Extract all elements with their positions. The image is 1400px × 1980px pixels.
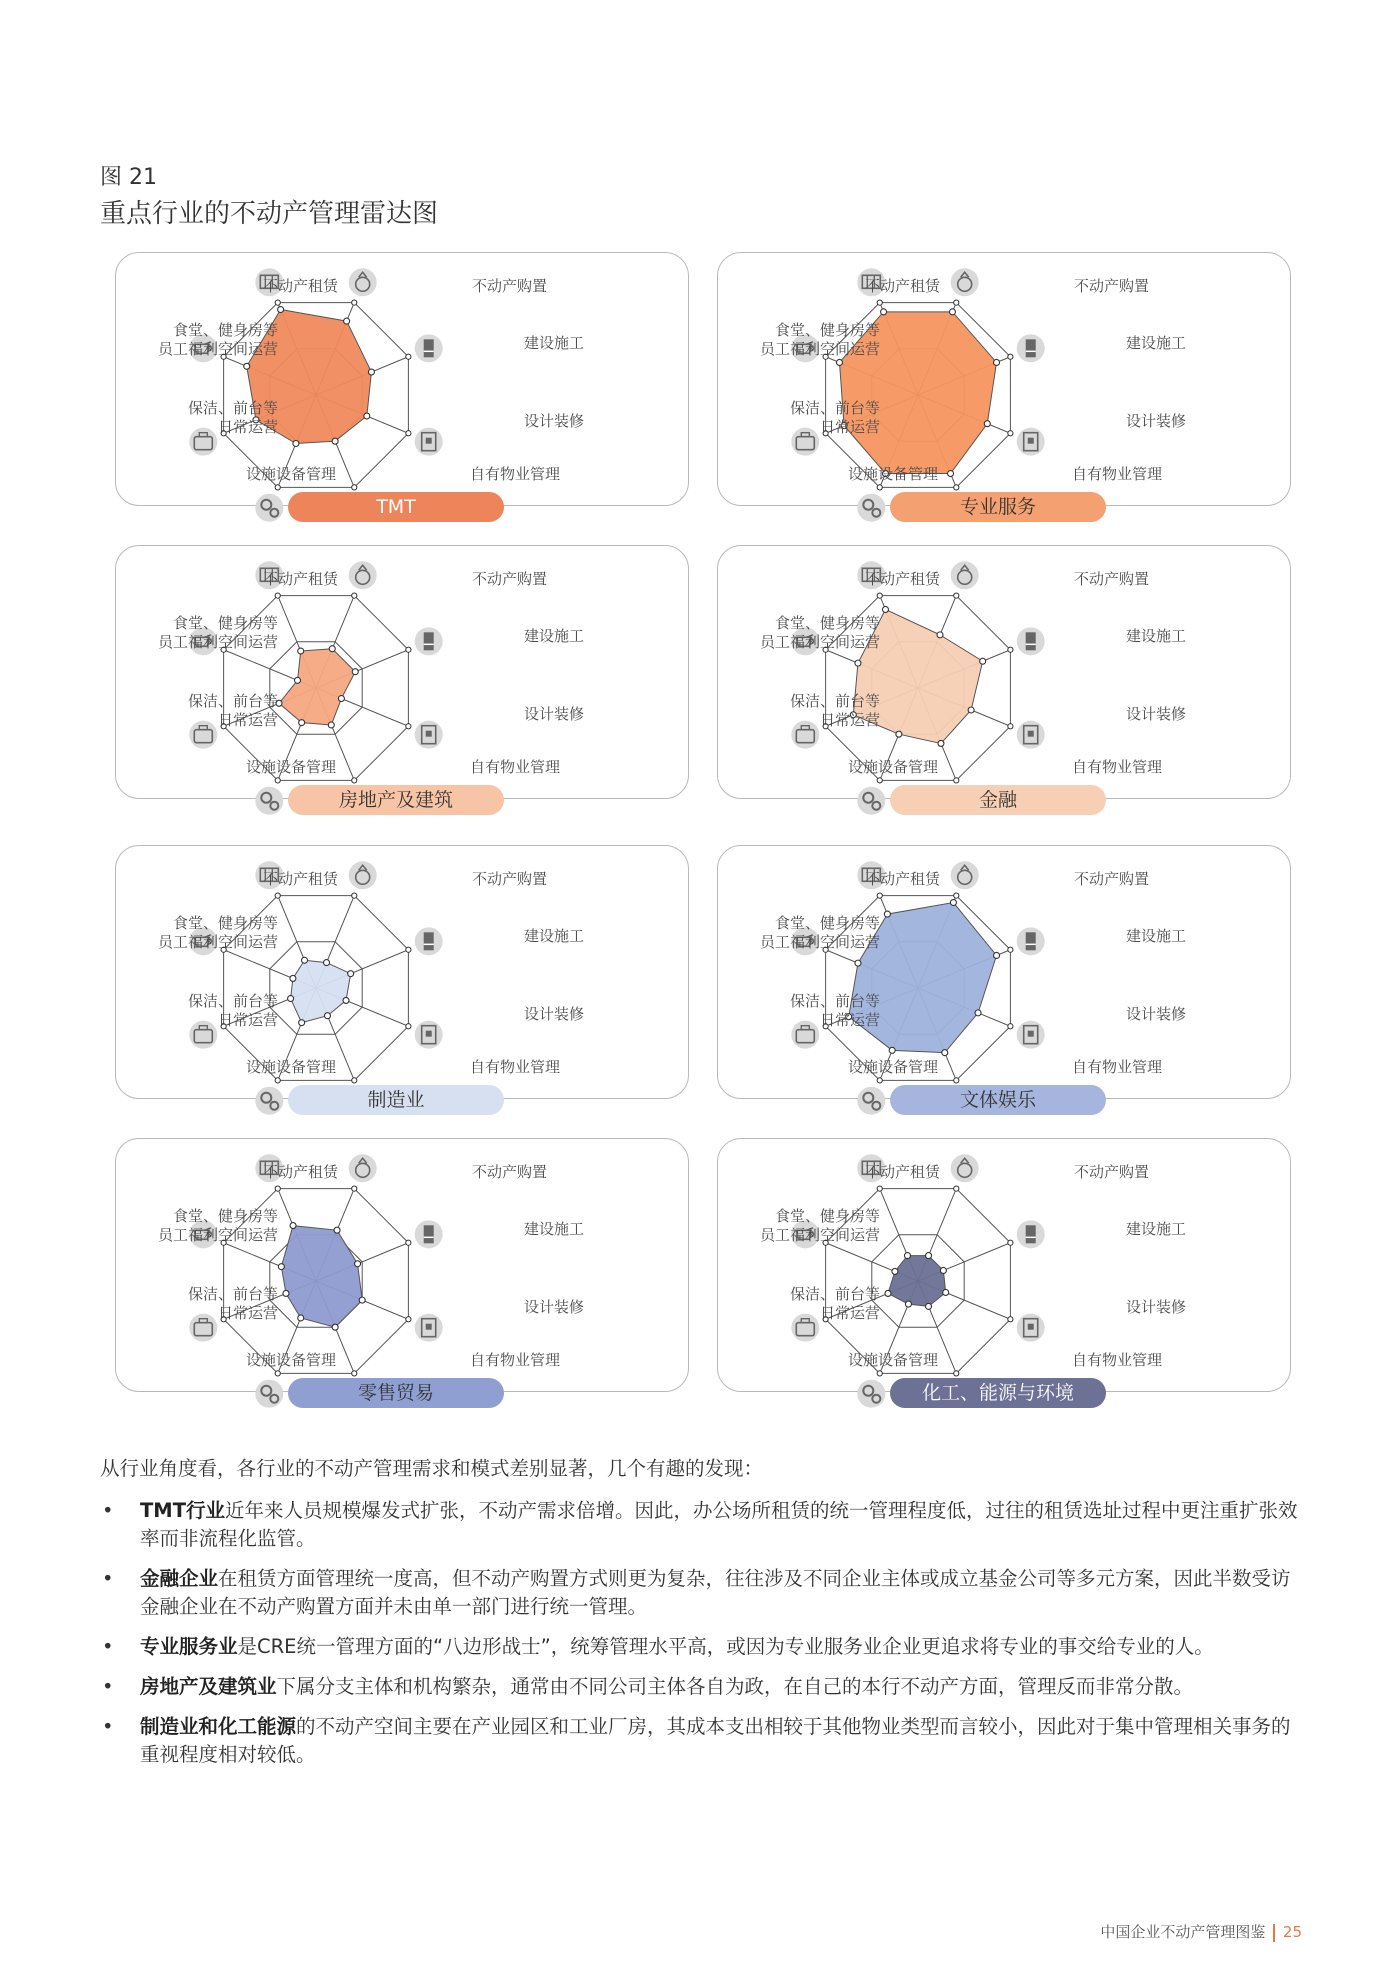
finding-keyword: 专业服务业 <box>140 1635 238 1658</box>
radar-data-point <box>299 1020 305 1026</box>
radar-data-point <box>355 1261 361 1267</box>
radar-vertex-dot <box>275 593 280 598</box>
radar-data-point <box>364 413 370 419</box>
radar-data-point <box>950 900 956 906</box>
radar-vertex-dot <box>406 1024 411 1029</box>
finding-item <box>100 1565 1310 1621</box>
axis-label: 不动产购置 <box>472 277 548 295</box>
axis-label: 不动产购置 <box>1074 570 1150 588</box>
bullet-dot: • <box>102 1715 114 1738</box>
radar-vertex-dot <box>352 1371 357 1376</box>
radar-vertex-dot <box>275 1371 280 1376</box>
radar-data-point <box>332 1324 338 1330</box>
axis-label: 不动产购置 <box>472 1163 548 1181</box>
money-bag-icon <box>349 861 377 889</box>
radar-panel <box>717 545 1291 799</box>
crane-icon <box>415 334 443 362</box>
radar-data-point <box>949 309 955 315</box>
radar-vertex-dot <box>406 647 411 652</box>
radar-vertex-dot <box>352 893 357 898</box>
blueprint-icon <box>415 1021 443 1049</box>
radar-data-point <box>278 307 284 313</box>
radar-vertex-dot <box>954 1371 959 1376</box>
finding-item <box>100 1713 1310 1769</box>
crane-icon <box>415 1220 443 1248</box>
axis-label: 不动产租赁 <box>864 570 940 588</box>
axis-label: 保洁、前台等日常运营 <box>187 1285 278 1322</box>
radar-data-point <box>905 1301 911 1307</box>
radar-data-point <box>889 1047 895 1053</box>
axis-label: 食堂、健身房等员工福利空间运营 <box>759 614 880 651</box>
briefcase-icon <box>189 1021 217 1049</box>
axis-label: 建设施工 <box>1126 627 1187 645</box>
radar-vertex-dot <box>1008 354 1013 359</box>
radar-panel <box>115 1138 689 1392</box>
radar-data-point <box>904 1253 910 1259</box>
axis-label: 建设施工 <box>524 927 585 945</box>
figure-title: 重点行业的不动产管理雷达图 <box>100 199 439 229</box>
industry-label: 零售贸易 <box>288 1378 504 1408</box>
radar-vertex-dot <box>1008 724 1013 729</box>
radar-data-point <box>937 632 943 638</box>
radar-vertex-dot <box>1008 647 1013 652</box>
radar-data-point <box>324 960 330 966</box>
gears-icon <box>255 494 283 522</box>
radar-chart <box>718 253 1292 507</box>
industry-label: 制造业 <box>288 1085 504 1115</box>
bullet-dot: • <box>102 1675 114 1698</box>
radar-panel <box>717 252 1291 506</box>
axis-label: 不动产购置 <box>1074 1163 1150 1181</box>
radar-data-point <box>940 1267 946 1273</box>
briefcase-icon <box>189 721 217 749</box>
axis-label: 设施设备管理 <box>245 758 336 776</box>
radar-vertex-dot <box>954 300 959 305</box>
blueprint-icon <box>415 1314 443 1342</box>
axis-label: 设计装修 <box>524 705 585 723</box>
radar-vertex-dot <box>406 1317 411 1322</box>
radar-panel <box>115 252 689 506</box>
radar-data-point <box>290 1223 296 1229</box>
axis-label: 设计装修 <box>1126 1298 1187 1316</box>
blueprint-icon <box>1017 721 1045 749</box>
radar-chart <box>718 846 1292 1100</box>
radar-vertex-dot <box>954 1078 959 1083</box>
axis-label: 食堂、健身房等员工福利空间运营 <box>157 914 278 951</box>
radar-panel <box>717 1138 1291 1392</box>
radar-vertex-dot <box>877 1078 882 1083</box>
radar-data-point <box>984 421 990 427</box>
radar-vertex-dot <box>352 593 357 598</box>
finding-item <box>100 1633 1310 1661</box>
axis-label: 食堂、健身房等员工福利空间运营 <box>759 1207 880 1244</box>
industry-label: 文体娱乐 <box>890 1085 1106 1115</box>
gears-icon <box>857 494 885 522</box>
money-bag-icon <box>951 1154 979 1182</box>
radar-chart <box>116 253 690 507</box>
radar-vertex-dot <box>275 1078 280 1083</box>
finding-text: 在租赁方面管理统一度高，但不动产购置方式则更为复杂，往往涉及不同企业主体或成立基金公司等多元方案，因此半数受访金融企业在不动产购置方面并未由单一部门进行统一管理。 <box>140 1567 1291 1618</box>
axis-label: 建设施工 <box>524 627 585 645</box>
axis-label: 不动产购置 <box>1074 870 1150 888</box>
radar-data-point <box>892 1268 898 1274</box>
axis-label: 自有物业管理 <box>1072 465 1163 483</box>
radar-data-point <box>943 1289 949 1295</box>
axis-label: 设施设备管理 <box>245 1058 336 1076</box>
radar-vertex-dot <box>275 778 280 783</box>
gears-icon <box>255 1380 283 1408</box>
finding-keyword: TMT行业 <box>140 1499 226 1522</box>
axis-label: 保洁、前台等日常运营 <box>187 992 278 1029</box>
finding-keyword: 制造业和化工能源 <box>140 1715 297 1738</box>
blueprint-icon <box>415 428 443 456</box>
radar-data-point <box>938 740 944 746</box>
radar-vertex-dot <box>406 947 411 952</box>
radar-data-point <box>368 369 374 375</box>
radar-data-point <box>288 996 294 1002</box>
axis-label: 自有物业管理 <box>1072 758 1163 776</box>
radar-data-area <box>279 649 355 725</box>
radar-data-point <box>299 720 305 726</box>
briefcase-icon <box>791 1021 819 1049</box>
finding-item <box>100 1673 1310 1701</box>
axis-label: 不动产购置 <box>1074 277 1150 295</box>
radar-data-point <box>926 1253 932 1259</box>
axis-label: 不动产租赁 <box>262 870 338 888</box>
industry-label: 金融 <box>890 785 1106 815</box>
radar-vertex-dot <box>877 1186 882 1191</box>
radar-data-point <box>884 911 890 917</box>
radar-data-point <box>324 1013 330 1019</box>
axis-label: 不动产租赁 <box>864 870 940 888</box>
radar-data-area <box>291 960 351 1022</box>
axis-label: 建设施工 <box>1126 927 1187 945</box>
finding-item <box>100 1497 1310 1553</box>
crane-icon <box>1017 334 1045 362</box>
money-bag-icon <box>349 561 377 589</box>
finding-text: 的不动产空间主要在产业园区和工业厂房，其成本支出相较于其他物业类型而言较小，因此对于集中管理相关事务的重视程度相对较低。 <box>140 1715 1291 1766</box>
radar-data-area <box>281 1226 362 1328</box>
blueprint-icon <box>1017 428 1045 456</box>
axis-label: 食堂、健身房等员工福利空间运营 <box>157 614 278 651</box>
radar-vertex-dot <box>275 893 280 898</box>
axis-label: 自有物业管理 <box>470 758 561 776</box>
radar-vertex-dot <box>1008 1240 1013 1245</box>
radar-data-point <box>348 971 354 977</box>
radar-chart <box>116 1139 690 1393</box>
radar-data-point <box>302 957 308 963</box>
radar-vertex-dot <box>877 485 882 490</box>
finding-text: 下属分支主体和机构繁杂，通常由不同公司主体各自为政，在自己的本行不动产方面，管理反而非常分散。 <box>276 1675 1194 1698</box>
axis-label: 设施设备管理 <box>847 1351 938 1369</box>
axis-label: 设计装修 <box>524 412 585 430</box>
radar-data-point <box>283 1290 289 1296</box>
radar-vertex-dot <box>1008 431 1013 436</box>
axis-label: 建设施工 <box>1126 1220 1187 1238</box>
radar-vertex-dot <box>954 893 959 898</box>
axis-label: 建设施工 <box>524 334 585 352</box>
radar-vertex-dot <box>1008 1024 1013 1029</box>
radar-data-point <box>926 1303 932 1309</box>
axis-label: 设计装修 <box>1126 412 1187 430</box>
axis-label: 保洁、前台等日常运营 <box>187 692 278 729</box>
radar-data-point <box>293 441 299 447</box>
radar-vertex-dot <box>406 724 411 729</box>
axis-label: 自有物业管理 <box>470 1058 561 1076</box>
axis-label: 自有物业管理 <box>470 1351 561 1369</box>
radar-vertex-dot <box>406 431 411 436</box>
axis-label: 建设施工 <box>524 1220 585 1238</box>
finding-keyword: 房地产及建筑业 <box>140 1675 277 1698</box>
radar-data-point <box>975 1010 981 1016</box>
radar-data-point <box>980 658 986 664</box>
axis-label: 不动产租赁 <box>262 277 338 295</box>
gears-icon <box>857 1380 885 1408</box>
radar-vertex-dot <box>1008 1317 1013 1322</box>
radar-chart <box>116 546 690 800</box>
radar-vertex-dot <box>352 1078 357 1083</box>
industry-label: 房地产及建筑 <box>288 785 504 815</box>
radar-panel <box>115 845 689 1099</box>
axis-label: 自有物业管理 <box>1072 1351 1163 1369</box>
page-footer <box>1100 1921 1302 1942</box>
footer-divider <box>1273 1924 1275 1942</box>
radar-data-point <box>855 660 861 666</box>
industry-label: 专业服务 <box>890 492 1106 522</box>
radar-data-point <box>328 722 334 728</box>
axis-label: 保洁、前台等日常运营 <box>789 399 880 436</box>
crane-icon <box>1017 627 1045 655</box>
axis-label: 不动产租赁 <box>262 570 338 588</box>
bullet-dot: • <box>102 1567 114 1590</box>
briefcase-icon <box>791 721 819 749</box>
axis-label: 不动产租赁 <box>864 277 940 295</box>
radar-vertex-dot <box>877 893 882 898</box>
radar-vertex-dot <box>954 485 959 490</box>
radar-data-point <box>896 731 902 737</box>
radar-vertex-dot <box>275 300 280 305</box>
axis-label: 保洁、前台等日常运营 <box>789 1285 880 1322</box>
radar-vertex-dot <box>352 1186 357 1191</box>
axis-label: 不动产租赁 <box>864 1163 940 1181</box>
radar-chart <box>718 546 1292 800</box>
radar-data-point <box>338 696 344 702</box>
crane-icon <box>415 927 443 955</box>
axis-label: 不动产购置 <box>472 870 548 888</box>
axis-label: 自有物业管理 <box>1072 1058 1163 1076</box>
finding-text: 近年来人员规模爆发式扩张，不动产需求倍增。因此，办公场所租赁的统一管理程度低，过往的租赁选址过程中更注重扩张效率而非流程化监管。 <box>140 1499 1298 1550</box>
axis-label: 建设施工 <box>1126 334 1187 352</box>
axis-label: 设施设备管理 <box>245 465 336 483</box>
money-bag-icon <box>951 561 979 589</box>
radar-data-point <box>994 952 1000 958</box>
gears-icon <box>255 787 283 815</box>
axis-label: 设施设备管理 <box>847 465 938 483</box>
gears-icon <box>255 1087 283 1115</box>
radar-vertex-dot <box>954 1186 959 1191</box>
axis-label: 食堂、健身房等员工福利空间运营 <box>157 1207 278 1244</box>
blueprint-icon <box>415 721 443 749</box>
money-bag-icon <box>951 268 979 296</box>
axis-label: 设计装修 <box>524 1298 585 1316</box>
body-text <box>100 1455 1310 1781</box>
money-bag-icon <box>951 861 979 889</box>
radar-data-point <box>334 1227 340 1233</box>
radar-data-point <box>332 438 338 444</box>
radar-vertex-dot <box>406 1240 411 1245</box>
axis-label: 食堂、健身房等员工福利空间运营 <box>157 321 278 358</box>
radar-vertex-dot <box>275 485 280 490</box>
bullet-dot: • <box>102 1635 114 1658</box>
briefcase-icon <box>189 1314 217 1342</box>
money-bag-icon <box>349 268 377 296</box>
radar-vertex-dot <box>1008 947 1013 952</box>
finding-keyword: 金融企业 <box>140 1567 219 1590</box>
crane-icon <box>415 627 443 655</box>
radar-vertex-dot <box>877 1371 882 1376</box>
axis-label: 保洁、前台等日常运营 <box>789 992 880 1029</box>
radar-vertex-dot <box>406 354 411 359</box>
radar-data-point <box>948 471 954 477</box>
money-bag-icon <box>349 1154 377 1182</box>
page-number: 25 <box>1282 1923 1302 1941</box>
finding-text: 是CRE统一管理方面的“八边形战士”，统筹管理水平高，或因为专业服务业企业更追求将专业的事交给专业的人。 <box>237 1635 1214 1658</box>
radar-vertex-dot <box>275 1186 280 1191</box>
briefcase-icon <box>189 428 217 456</box>
radar-vertex-dot <box>877 300 882 305</box>
radar-panel <box>115 545 689 799</box>
axis-label: 保洁、前台等日常运营 <box>789 692 880 729</box>
crane-icon <box>1017 927 1045 955</box>
bullet-dot: • <box>102 1499 114 1522</box>
industry-label: 化工、能源与环境 <box>890 1378 1106 1408</box>
radar-data-point <box>994 359 1000 365</box>
radar-data-point <box>836 359 842 365</box>
radar-vertex-dot <box>877 593 882 598</box>
axis-label: 设计装修 <box>1126 705 1187 723</box>
axis-label: 保洁、前台等日常运营 <box>187 399 278 436</box>
axis-label: 设施设备管理 <box>847 1058 938 1076</box>
briefcase-icon <box>791 428 819 456</box>
gears-icon <box>857 1087 885 1115</box>
radar-data-point <box>329 646 335 652</box>
axis-label: 设施设备管理 <box>847 758 938 776</box>
radar-vertex-dot <box>352 778 357 783</box>
radar-data-point <box>344 318 350 324</box>
radar-vertex-dot <box>352 485 357 490</box>
radar-data-point <box>352 669 358 675</box>
radar-chart <box>116 846 690 1100</box>
radar-chart <box>718 1139 1292 1393</box>
figure-label: 图 21 <box>100 165 157 190</box>
radar-data-point <box>244 363 250 369</box>
radar-vertex-dot <box>954 593 959 598</box>
radar-data-point <box>855 960 861 966</box>
radar-panel <box>717 845 1291 1099</box>
blueprint-icon <box>1017 1021 1045 1049</box>
radar-data-point <box>298 1315 304 1321</box>
radar-data-point <box>885 1290 891 1296</box>
axis-label: 食堂、健身房等员工福利空间运营 <box>759 321 880 358</box>
findings-list <box>100 1497 1310 1769</box>
crane-icon <box>1017 1220 1045 1248</box>
radar-data-point <box>881 309 887 315</box>
intro-paragraph: 从行业角度看，各行业的不动产管理需求和模式差别显著，几个有趣的发现： <box>100 1457 764 1480</box>
radar-data-point <box>290 975 296 981</box>
axis-label: 设计装修 <box>524 1005 585 1023</box>
radar-data-point <box>278 1264 284 1270</box>
radar-data-point <box>359 1297 365 1303</box>
radar-data-point <box>968 707 974 713</box>
radar-data-point <box>298 648 304 654</box>
radar-data-point <box>295 677 301 683</box>
axis-label: 不动产购置 <box>472 570 548 588</box>
axis-label: 设施设备管理 <box>245 1351 336 1369</box>
axis-label: 设计装修 <box>1126 1005 1187 1023</box>
axis-label: 食堂、健身房等员工福利空间运营 <box>759 914 880 951</box>
axis-label: 自有物业管理 <box>470 465 561 483</box>
radar-data-area <box>888 1256 946 1307</box>
gears-icon <box>857 787 885 815</box>
axis-label: 不动产租赁 <box>262 1163 338 1181</box>
radar-data-point <box>942 1050 948 1056</box>
radar-vertex-dot <box>352 300 357 305</box>
briefcase-icon <box>791 1314 819 1342</box>
publication-title: 中国企业不动产管理图鉴 <box>1100 1923 1266 1941</box>
radar-vertex-dot <box>954 778 959 783</box>
radar-vertex-dot <box>877 778 882 783</box>
blueprint-icon <box>1017 1314 1045 1342</box>
radar-data-point <box>882 606 888 612</box>
radar-data-point <box>343 997 349 1003</box>
industry-label: TMT <box>288 492 504 522</box>
